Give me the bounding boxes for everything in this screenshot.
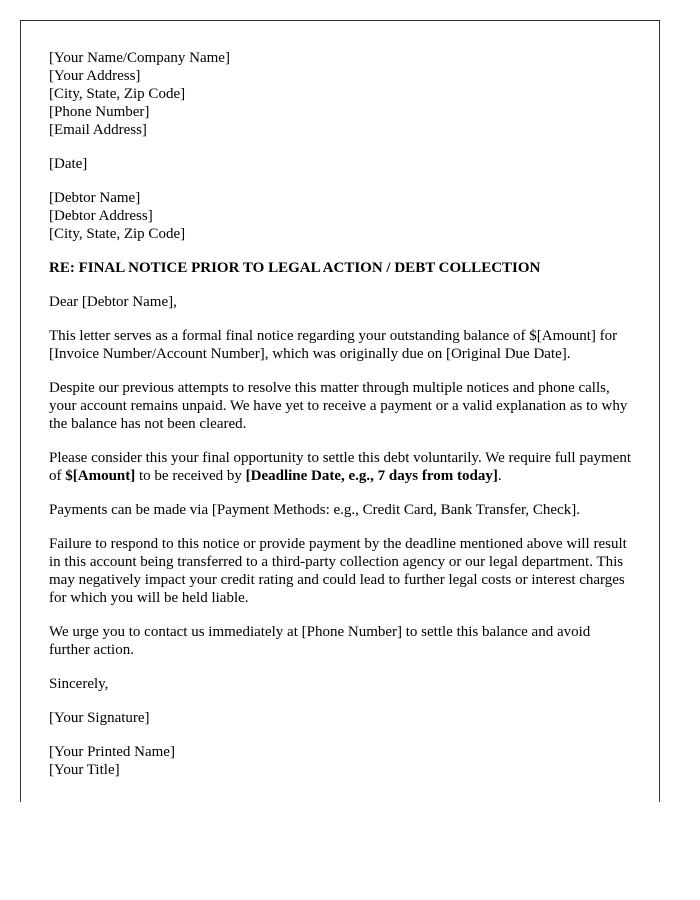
recipient-block xyxy=(49,189,631,243)
letter-page xyxy=(20,20,660,802)
final-opportunity-text-2: to be received by xyxy=(135,468,246,484)
amount-bold: $[Amount] xyxy=(65,468,136,484)
sender-city-state-zip: [City, State, Zip Code] xyxy=(49,86,186,102)
deadline-bold: [Deadline Date, e.g., 7 days from today] xyxy=(245,468,498,484)
signer-title: [Your Title] xyxy=(49,762,120,778)
signature-placeholder: [Your Signature] xyxy=(49,710,150,726)
recipient-name: [Debtor Name] xyxy=(49,190,141,206)
signer-block xyxy=(49,743,631,779)
paragraph-final-opportunity xyxy=(49,449,631,485)
sender-block xyxy=(49,49,631,139)
final-opportunity-text-3: . xyxy=(497,468,502,484)
sender-phone: [Phone Number] xyxy=(49,104,150,120)
letter-date: [Date] xyxy=(49,156,88,172)
recipient-city-state-zip: [City, State, Zip Code] xyxy=(49,226,186,242)
sender-address: [Your Address] xyxy=(49,68,141,84)
sender-email: [Email Address] xyxy=(49,122,147,138)
signer-printed-name: [Your Printed Name] xyxy=(49,744,175,760)
paragraph-attempts: Despite our previous attempts to resolve this matter through multiple notices and phone calls, your account remains unpaid. We have yet to receive a payment or a valid explanation as to why the balance has not been cleared. xyxy=(49,380,628,432)
recipient-address: [Debtor Address] xyxy=(49,208,153,224)
paragraph-contact: We urge you to contact us immediately at [Phone Number] to settle this balance and avoid further action. xyxy=(49,624,591,658)
sender-name: [Your Name/Company Name] xyxy=(49,50,230,66)
date-block xyxy=(49,155,631,173)
paragraph-consequences: Failure to respond to this notice or provide payment by the deadline mentioned above will result in this account being transferred to a third-party collection agency or our legal department. This may negatively impact your credit rating and could lead to further legal costs or interest charges for which you will be held liable. xyxy=(49,536,627,606)
salutation: Dear [Debtor Name], xyxy=(49,294,177,310)
subject-line: RE: FINAL NOTICE PRIOR TO LEGAL ACTION / DEBT COLLECTION xyxy=(49,260,541,276)
paragraph-payment-methods: Payments can be made via [Payment Methods: e.g., Credit Card, Bank Transfer, Check]. xyxy=(49,502,580,518)
closing: Sincerely, xyxy=(49,676,109,692)
paragraph-notice: This letter serves as a formal final notice regarding your outstanding balance of $[Amount] for [Invoice Number/Account Number], which was originally due on [Original Due Date]. xyxy=(49,328,618,362)
final-opportunity-text-1: Please consider this your final opportunity to settle this debt voluntarily. We require full payment of xyxy=(49,450,632,484)
